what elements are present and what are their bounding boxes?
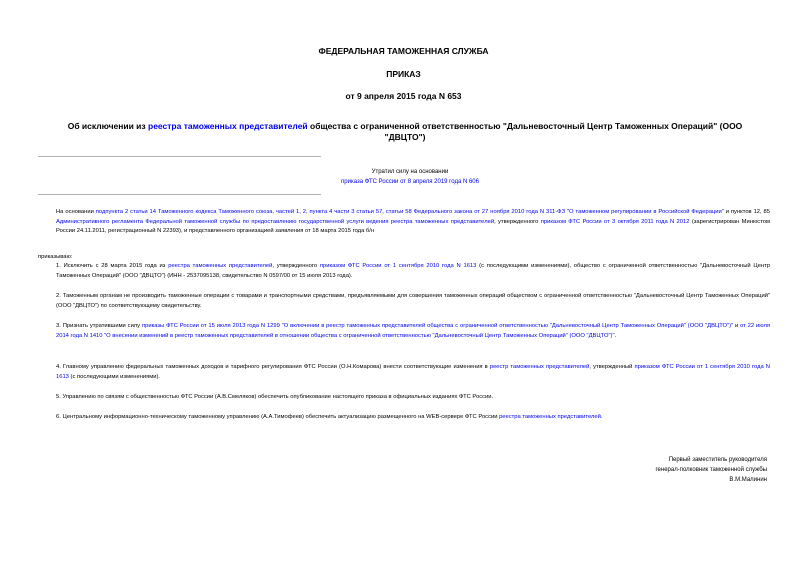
link-registry-4[interactable]: реестр таможенных представителей — [489, 364, 590, 370]
link-registry-6[interactable]: реестра таможенных представителей — [499, 414, 601, 420]
paragraph-item-2: 2. Таможенным органам не производить таможенные операции с товарами и транспортными средствами, предъявляемыми для совершения таможенных операций обществом с ограниченной ответственностью "Дальневосточный Центр Таможенных Операций" (ООО "ДВЦТО") по соответствующему свидетельству. — [56, 293, 770, 309]
title-registry-link[interactable]: реестра таможенных представителей — [148, 121, 308, 131]
doc-type-heading: ПРИКАЗ — [386, 69, 421, 79]
paragraph-item-6: 6. Центральному информационно-техническому таможенному управлению (А.А.Тимофеев) обеспечить актуализацию размещенного на WEB-сервере ФТС России реестра таможенных представителей. — [56, 414, 603, 420]
agency-heading: ФЕДЕРАЛЬНАЯ ТАМОЖЕННАЯ СЛУЖБА — [318, 46, 489, 56]
date-number-heading: от 9 апреля 2015 года N 653 — [345, 91, 462, 101]
link-order-2012[interactable]: приказом ФТС России от 3 октября 2011 года N 2012 — [540, 218, 690, 225]
paragraph-item-3: 3. Признать утратившими силу приказы ФТС России от 15 июля 2013 года N 1299 "О включении в реестр таможенных представителей общества с ограниченной ответственностью "Дальневосточный Центр Таможенных Операций" (ООО "ДВЦТО")" и от 22 июля 2014 года N 1410 "О внесении изменений в реестр таможенных представителей в отношении общества с ограниченной ответственностью "Дальневосточный Центр Таможенных Операций" (ООО "ДВЦТО")". — [56, 323, 770, 339]
link-order-1613-b[interactable]: приказом ФТС России от 1 сентября 2010 года N 1613 — [56, 364, 770, 380]
link-order-1613[interactable]: приказом ФТС России от 1 сентября 2010 года N 1613 — [319, 263, 477, 269]
lost-force-link[interactable]: приказа ФТС России от 8 апреля 2019 года N 606 — [341, 179, 479, 185]
link-registry-1[interactable]: реестра таможенных представителей — [168, 263, 273, 269]
lost-force-note: Утратил силу на основании приказа ФТС России от 8 апреля 2019 года N 606 — [290, 167, 530, 187]
link-order-1410[interactable]: от 22 июля 2014 года N 1410 "О внесении изменений в реестр таможенных представителей в отношении общества с ограниченной ответственностью "Дальневосточный Центр Таможенных Операций" (ООО "ДВЦТО")" — [56, 323, 770, 339]
document-title: Об исключении из реестра таможенных представителей общества с ограниченной ответственностью "Дальневосточный Центр Таможенных Операций" (ООО "ДВЦТО") — [67, 121, 743, 142]
paragraph-basis: На основании подпункта 2 статьи 14 Таможенного кодекса Таможенного союза, частей 1, 2, пункта 4 части 3 статьи 57, статьи 58 Федерального закона от 27 ноября 2010 года N 311-ФЗ "О таможенном регулировании в Российской Федерации" и пунктов 12, 85 Административного регламента Федеральной таможенной службы по предоставлению государственной услуги ведения реестра таможенных представителей, утвержденного приказом ФТС России от 3 октября 2011 года N 2012 (зарегистрирован Минюстом России 24.11.2011, регистрационный N 22393), и представленного организацией заявления от 18 марта 2015 года б/н — [56, 209, 771, 235]
link-admin-regulation[interactable]: Административного регламента Федеральной таможенной службы по предоставлению государственной услуги ведения реестра таможенных представителей — [56, 218, 495, 225]
paragraph-order-word: приказываю: — [38, 254, 73, 260]
link-order-1299[interactable]: приказы ФТС России от 15 июля 2013 года N 1299 "О включении в реестр таможенных представителей общества с ограниченной ответственностью "Дальневосточный Центр Таможенных Операций" (ООО "ДВЦТО")" — [141, 323, 734, 329]
divider-top — [38, 156, 321, 157]
divider-bottom — [38, 194, 321, 195]
paragraph-item-4: 4. Главному управлению федеральных таможенных доходов и тарифного регулирования ФТС России (О.Н.Комарова) внести соответствующие изменения в реестр таможенных представителей, утвержденный приказом ФТС России от 1 сентября 2010 года N 1613 (с последующими изменениями). — [56, 364, 770, 380]
paragraph-item-5: 5. Управлению по связям с общественностью ФТС России (А.В.Смеляков) обеспечить опубликование настоящего приказа в официальных изданиях ФТС России. — [56, 394, 494, 400]
signature-block: Первый заместитель руководителя генерал-полковник таможенной службы В.М.Малинин — [655, 457, 767, 483]
link-customs-code[interactable]: подпункта 2 статьи 14 Таможенного кодекса Таможенного союза, частей 1, 2, пункта 4 части 3 статьи 57, статьи 58 Федерального закона от 27 ноября 2010 года N 311-ФЗ "О таможенном регулировании в Российской Федерации" — [95, 209, 724, 215]
paragraph-item-1: 1. Исключить с 28 марта 2015 года из реестра таможенных представителей, утвержденного приказом ФТС России от 1 сентября 2010 года N 1613 (с последующими изменениями), общество с ограниченной ответственностью "Дальневосточный Центр Таможенных Операций" (ООО "ДВЦТО") (ИНН - 2537095138, свидетельство N 0597/00 от 15 июля 2013 года). — [56, 263, 770, 279]
